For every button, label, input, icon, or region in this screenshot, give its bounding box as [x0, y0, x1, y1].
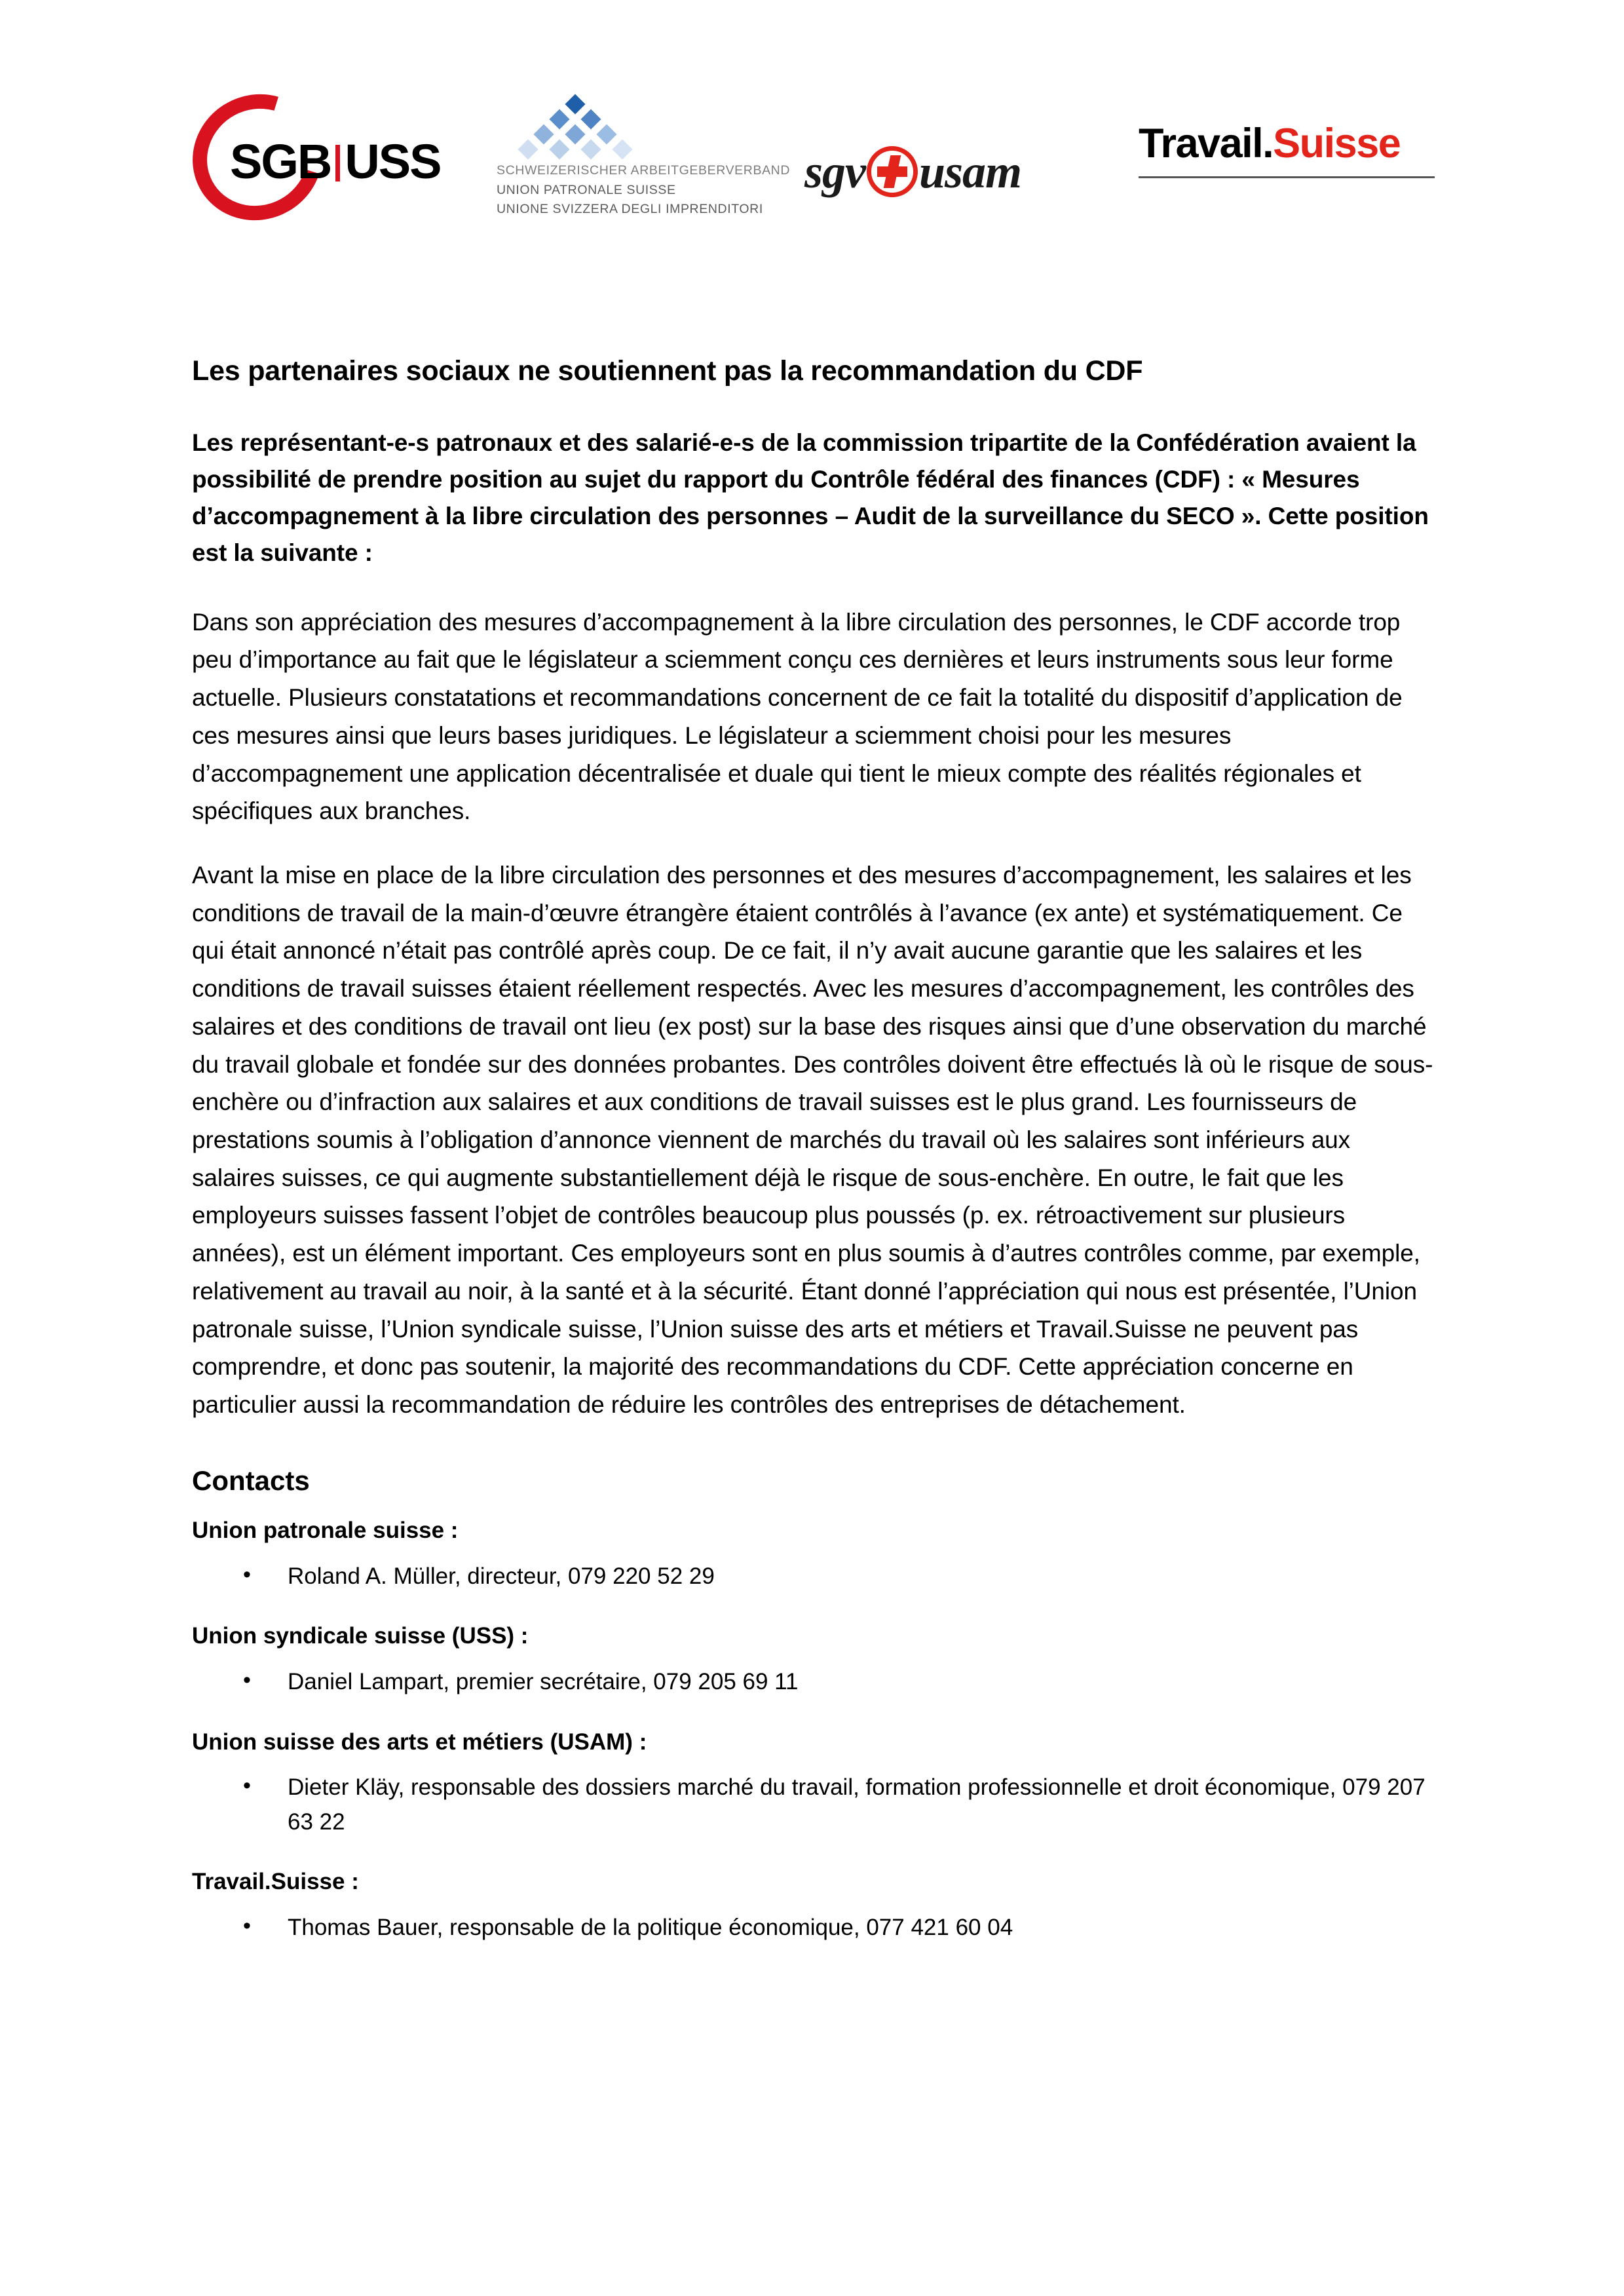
sgb-divider-bar	[335, 145, 340, 182]
contact-list-union-syndicale-suisse	[192, 1665, 1435, 1700]
swiss-cross-roundel-icon	[867, 146, 918, 197]
union-patronale-suisse-logo	[497, 92, 791, 235]
contacts-heading: Contacts	[192, 1464, 310, 1496]
sav-line-fr: UNION PATRONALE SUISSE	[497, 182, 676, 197]
sgv-wordmark-left: sgv	[804, 145, 865, 198]
body-paragraph-2: Avant la mise en place de la libre circulation des personnes et des mesures d’accompagnement, les salaires et les conditions de travail de la main-d’œuvre étrangère étaient contrôlés à l’avance (ex ante) et systématiquement. Ce qui était annoncé n’était pas contrôlé après coup. De ce fait, il n’y avait aucune garantie que les salaires et les conditions de travail suisses étaient réellement respectés. Avec les mesures d’accompagnement, les contrôles des salaires et des conditions de travail ont lieu (ex post) sur la base des risques ainsi que d’une observation du marché du travail globale et fondée sur des données probantes. Des contrôles doivent être effectués là où le risque de sous-enchère ou d’infraction aux salaires et aux conditions de travail suisses est le plus grand. Les fournisseurs de prestations soumis à l’obligation d’annonce viennent de marchés du travail où les salaires sont inférieurs aux salaires suisses, ce qui augmente substantiellement déjà le risque de sous-enchère. En outre, le fait que les employeurs suisses fassent l’objet de contrôles beaucoup plus poussés (p. ex. rétroactivement sur plusieurs années), est un élément important. Ces employeurs sont en plus soumis à d’autres contrôles comme, par exemple, relativement au travail au noir, à la santé et à la sécurité. Étant donné l’appréciation qui nous est présentée, l’Union patronale suisse, l’Union syndicale suisse, l’Union suisse des arts et métiers et Travail.Suisse ne peuvent pas comprendre, et donc pas soutenir, la majorité des recommandations du CDF. Cette appréciation concerne en particulier aussi la recommandation de réduire les contrôles des entreprises de détachement.	[192, 862, 1433, 1419]
travail-suisse-logo	[1139, 92, 1435, 178]
contact-org-union-syndicale-suisse: Union syndicale suisse (USS) :	[192, 1623, 529, 1649]
sav-line-it: UNIONE SVIZZERA DEGLI IMPRENDITORI	[497, 202, 763, 217]
sgb-wordmark-part1: SGB	[230, 134, 331, 189]
sgb-uss-wordmark	[230, 134, 441, 189]
diamond-pyramid-icon	[516, 97, 634, 157]
logo-band	[192, 92, 1437, 242]
travail-wordmark-red: Suisse	[1273, 121, 1401, 166]
sav-line-de: SCHWEIZERISCHER ARBEITGEBERVERBAND	[497, 163, 791, 178]
list-item: • Roland A. Müller, directeur, 079 220 52 29	[192, 1559, 1435, 1594]
document-body	[192, 354, 1435, 1972]
lead-paragraph: Les représentant-e-s patronaux et des salarié-e-s de la commission tripartite de la Confédération avaient la possibilité de prendre position au sujet du rapport du Contrôle fédéral des finances (CDF) : « Mesures d’accompagnement à la libre circulation des personnes – Audit de la surveillance du SECO ». Cette position est la suivante :	[192, 429, 1429, 567]
body-paragraph-1: Dans son appréciation des mesures d’accompagnement à la libre circulation des personnes, le CDF accorde trop peu d’importance au fait que le législateur a sciemment conçu ces dernières et leurs instruments sous leur forme actuelle. Plusieurs constatations et recommandations concernent de ce fait la totalité du dispositif d’application de ces mesures ainsi que leurs bases juridiques. Le législateur a sciemment choisi pour les mesures d’accompagnement une application décentralisée et duale qui tient le mieux compte des réalités régionales et spécifiques aux branches.	[192, 608, 1403, 825]
list-item: • Daniel Lampart, premier secrétaire, 079 205 69 11	[192, 1665, 1435, 1700]
union-patronale-suisse-text	[497, 161, 791, 220]
contact-org-union-suisse-arts-metiers: Union suisse des arts et métiers (USAM) :	[192, 1729, 647, 1755]
contact-list-union-patronale-suisse	[192, 1559, 1435, 1594]
contact-org-union-patronale-suisse: Union patronale suisse :	[192, 1518, 459, 1544]
contact-list-union-suisse-arts-metiers	[192, 1770, 1435, 1839]
list-item: • Dieter Kläy, responsable des dossiers marché du travail, formation professionnelle et droit économique, 079 207 63 22	[192, 1770, 1435, 1839]
travail-suisse-wordmark	[1139, 123, 1435, 164]
sgb-wordmark-part2: USS	[345, 134, 441, 189]
contact-list-travail-suisse	[192, 1911, 1435, 1945]
list-item: • Thomas Bauer, responsable de la politique économique, 077 421 60 04	[192, 1911, 1435, 1945]
sgb-uss-logo	[192, 92, 451, 226]
travail-wordmark-black: Travail.	[1139, 121, 1274, 166]
page-title: Les partenaires sociaux ne soutiennent pas la recommandation du CDF	[192, 355, 1143, 387]
sgv-usam-logo	[804, 92, 1093, 218]
contact-org-travail-suisse: Travail.Suisse :	[192, 1869, 359, 1895]
travail-underline-rule	[1139, 176, 1435, 178]
sgv-wordmark-right: usam	[918, 145, 1022, 198]
